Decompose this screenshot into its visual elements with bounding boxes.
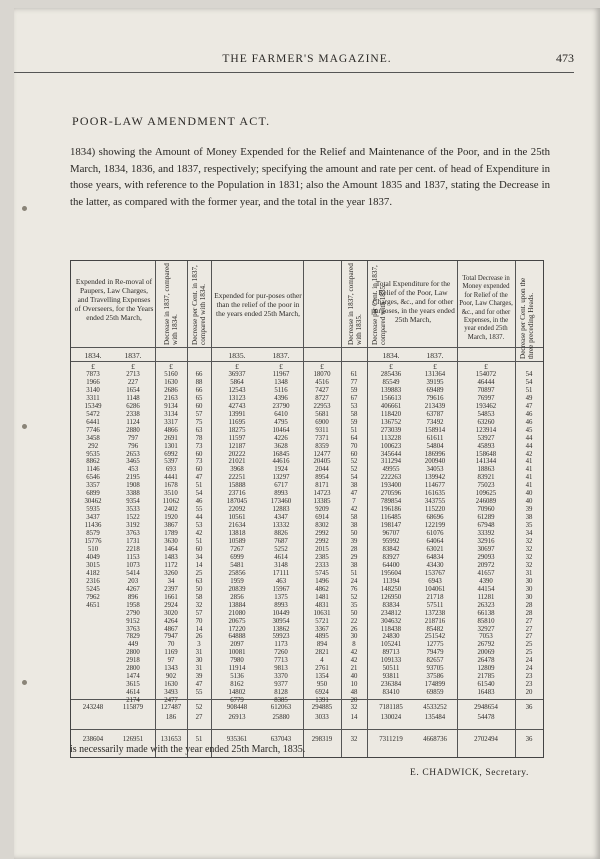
currency-mark: £ [389,362,393,371]
header-decrease-1835: Decrease in 1837, compared with 1835. [347,263,363,345]
total-cell: 127487 [160,704,182,711]
currency-mark: £ [279,362,283,371]
binding-hole [22,206,27,211]
magazine-title: THE FARMER'S MAGAZINE. [222,53,392,65]
header-rule [14,72,574,73]
col-other-1835: 36937 5864 12543 13123 42743 13991 11695 18275 11597 12187 20222 21021 3968 22251 15888 23716 187045 22092 10561 21634 13818 10589 7267 6999 5481 25856 1959 20839 2856 13884 21080 20675 17220 64888 2097 10081 7980 11914 5136 8162 14802 6779 [226,371,248,705]
total-cell: 32 [350,736,358,743]
col-other-1837: 11967 1348 5116 4396 23790 6410 4795 10464 4226 3628 16845 44616 1924 13297 6717 8993 173460 12883 4347 13332 8826 7687 5252 4614 3148 17111 463 15967 1375 8993 10449 30954 13862 59923 1173 7260 7713 9813 3370 9377 8128 8385 [270,371,292,705]
total-cell: 126951 [122,736,144,743]
header-pct-1835: Decrease per Cent. in 1837, compared with 1835. [371,265,387,345]
currency-mark: £ [320,362,324,371]
year-1837: 1837. [124,351,142,360]
article-title: POOR-LAW AMENDMENT ACT. [72,114,271,128]
total-cell: 186 [165,714,177,721]
total-cell: 243248 [82,704,104,711]
total-cell: 935361 [226,736,248,743]
table-rule [367,261,368,757]
total-cell: 131653 [160,736,182,743]
currency-mark: £ [484,362,488,371]
total-cell: 2948654 [474,704,498,711]
year-1835: 1835. [228,351,246,360]
total-cell: 298319 [311,736,333,743]
total-cell: 7181185 [379,704,403,711]
year-1834: 1834. [84,351,102,360]
total-cell: 612063 [270,704,292,711]
total-cell: 32 [350,704,358,711]
total-cell: 52 [195,704,203,711]
col-pct-three: 54 54 51 49 47 46 46 45 44 44 42 41 41 41 41 40 40 39 38 35 34 32 32 32 32 31 30 30 30 28 28 27 27 27 25 25 24 24 23 23 20 [525,371,533,697]
col-decrease-1834: 5160 1630 2686 2163 9134 3134 3317 4866 2691 1301 6992 5397 693 4441 1678 3510 11062 2402 1920 3867 1789 3630 1464 1483 1172 3260 34 2397 1661 2924 3020 4264 4867 7947 70 1169 97 1343 902 1630 3493 2477 [162,371,180,705]
footer-note: is necessarily made with the year ended 25th March, 1835. [70,744,306,755]
header-total-decrease: Total Decrease in Money expended for Relief of the Poor, Law Charges, &c., and for other Expenses, in the year ended 25th March, 1837. [459,275,513,341]
binding-hole [22,424,27,429]
header-other: Expended for pur-poses other than the relief of the poor in the years ended 25th March, [214,291,302,318]
total-cell: 135484 [424,714,446,721]
currency-mark: £ [235,362,239,371]
total-cell: 27 [195,714,203,721]
header-decrease-1834: Decrease in 1837, compared with 1834. [163,263,179,345]
currency-mark: £ [433,362,437,371]
magazine-page [14,8,600,859]
signature: E. CHADWICK, Secretary. [410,768,529,778]
table-rule [71,347,543,348]
total-cell: 3033 [315,714,329,721]
total-cell: 637043 [270,736,292,743]
page-number: 473 [556,51,574,65]
running-header [14,53,600,65]
total-cell: 51 [195,736,203,743]
header-pct-three: Decrease per Cent. upon the three preceding Heads. [519,277,535,359]
intro-paragraph: 1834) showing the Amount of Money Expended for the Relief and Maintenance of the Poor, and in the 25th March, 1834, 1836, and 1837, respectively; specifying the amount and rate per cent. of head of Expenditure in those years, with reference to the Population in 1831; also the Amount 1835 and 1837, stating the Decrease in the latter, as compared with the former year, and the total in the year 1837. [70,146,550,208]
col-total-decrease: 154072 46444 70897 76997 193462 54853 63260 123914 53927 45893 158648 141344 18863 83921 75023 109625 246089 70960 61289 67948 33392 32916 30697 29093 20972 41657 4390 44154 11281 26323 66138 85810 32927 7053 26792 20069 26478 12809 21785 61540 16483 [475,371,497,697]
col-total-1834: 285436 85549 139883 156613 406661 118420 136752 273039 113228 100623 345644 311294 49955 222263 193400 270596 789854 196186 116485 198147 96707 95992 83842 83927 64400 195604 11394 148250 126950 83834 234812 304632 118438 24830 105241 89713 109133 50511 93811 236384 83410 [380,371,402,697]
total-cell: 4668736 [423,736,447,743]
col-pct-1834: 66 88 66 65 60 57 75 63 78 73 60 73 60 47 51 54 46 55 44 53 42 51 60 34 14 25 63 50 58 32 57 70 14 26 3 31 30 31 39 47 55 [195,371,203,697]
header-total: Total Expenditure for the Relief of the Poor, Law Charges, &c., and for other purposes, in the years ended 25th March, [371,279,455,324]
currency-mark: £ [91,362,95,371]
total-cell: 14 [350,714,358,721]
col-total-1837: 131364 39195 69489 79616 213439 63787 73492 158914 61611 54804 186996 200940 34053 139942 114677 161635 343755 115220 68696 122199 61076 64064 63021 64834 43430 153767 6943 104061 21718 57511 137238 218716 85482 251542 12775 79479 82657 93705 37586 174899 69859 [424,371,446,697]
total-cell: 36 [525,704,533,711]
year-1837: 1837. [272,351,290,360]
col-decrease-1835: 18070 4516 7427 8727 22953 5681 6900 9311 7371 8359 12477 20405 2044 8954 8171 14723 13385 9209 6914 8302 2992 2992 2015 2385 2333 5745 1496 4862 1481 4831 10631 5721 3367 4895 894 2821 4 2761 1354 950 6924 1391 [313,371,331,705]
total-cell: 54478 [477,714,495,721]
total-cell: 7311219 [379,736,403,743]
year-1837: 1837. [426,351,444,360]
total-cell: 36 [525,736,533,743]
currency-mark: £ [169,362,173,371]
total-cell: 25880 [272,714,290,721]
col-relief-1837: 2713 227 1654 1148 6286 2338 1124 2880 797 796 2653 3465 453 2195 1908 3388 9354 3533 1522 3192 3763 1731 2218 1153 1073 5414 203 4267 896 1958 2790 9152 3763 7829 449 2800 2918 2800 1474 3615 4614 2174 [126,371,140,705]
total-cell: 4533252 [423,704,447,711]
binding-hole [22,680,27,685]
total-cell: 238604 [82,736,104,743]
year-1834: 1834. [382,351,400,360]
col-relief-1834: 7873 1966 3140 3311 15349 5472 6441 7746 3458 292 9535 8862 1146 6546 3357 6899 30462 5935 3437 11436 8579 15776 510 4049 3015 4182 2316 5245 7962 4651 [84,371,102,609]
total-cell: 115879 [122,704,144,711]
table-rule [71,729,543,730]
currency-mark: £ [131,362,135,371]
header-pct-1834: Decrease per Cent. in 1837, compared with 1834. [191,265,207,345]
total-cell: 294885 [311,704,333,711]
total-cell: 26913 [228,714,246,721]
expenditure-table [70,260,544,758]
total-cell: 908448 [226,704,248,711]
header-relief: Expended in Re-moval of Paupers, Law Charges, and Travelling Expenses of Overseers, for the Years ended 25th March, [74,277,154,322]
total-cell: 130024 [380,714,402,721]
col-pct-1835: 61 77 59 67 53 58 59 51 64 70 60 52 52 54 38 47 7 42 58 38 50 39 28 29 38 51 24 76 52 35 50 22 26 30 8 42 42 21 40 10 48 20 [350,371,358,705]
table-rule [211,261,212,757]
total-cell: 2702494 [474,736,498,743]
